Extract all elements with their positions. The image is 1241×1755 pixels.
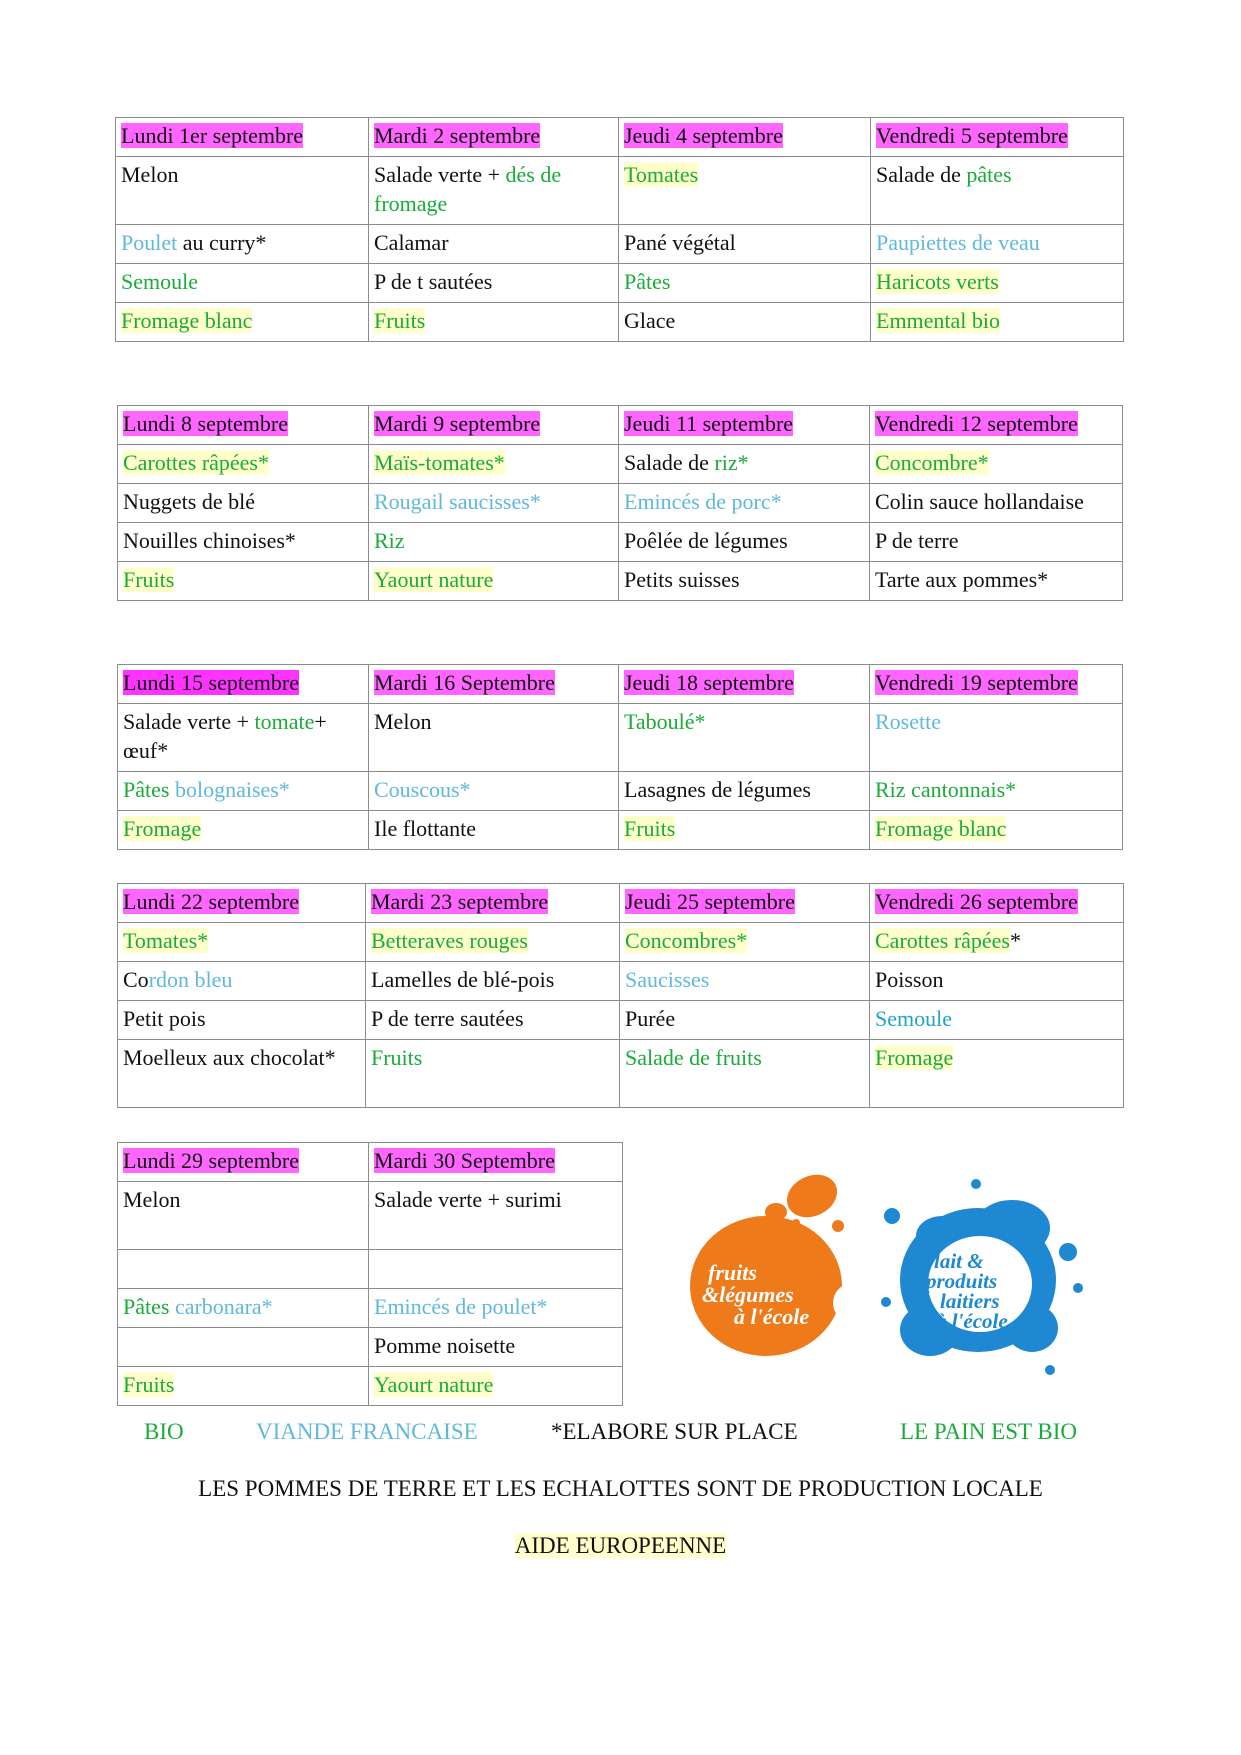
- day-header: [118, 665, 369, 704]
- menu-cell: [118, 1367, 369, 1406]
- dish-text: Maïs-tomates*: [374, 450, 505, 475]
- dish-text: Pané végétal: [624, 230, 736, 255]
- dish-text: Semoule: [121, 269, 198, 294]
- week-table: [117, 664, 1123, 850]
- legend-viande-francaise: VIANDE FRANCAISE: [256, 1419, 478, 1444]
- fruits-logo-line3: à l'école: [734, 1304, 810, 1329]
- fruits-logo-line2: &légumes: [702, 1282, 794, 1307]
- day-header: [369, 1143, 623, 1182]
- dish-text: Pâtes: [624, 269, 671, 294]
- dish-text: *: [1010, 928, 1021, 953]
- menu-cell: [620, 962, 870, 1001]
- dish-text: Carottes râpées*: [123, 450, 269, 475]
- menu-cell: [871, 264, 1124, 303]
- menu-row: [116, 303, 1124, 342]
- day-label: Lundi 15 septembre: [123, 670, 299, 695]
- menu-row: [118, 704, 1123, 772]
- dish-text: Concombres*: [625, 928, 748, 953]
- dish-text: Fruits: [123, 1372, 175, 1397]
- dish-text: tomate: [254, 709, 315, 734]
- menu-cell: [619, 704, 870, 772]
- dish-text: bolognaises*: [174, 777, 290, 802]
- menu-row: [118, 923, 1124, 962]
- dish-text: au curry*: [177, 230, 267, 255]
- dish-text: Salade de fruits: [625, 1045, 762, 1070]
- menu-cell: [369, 772, 619, 811]
- menu-cell: [870, 704, 1123, 772]
- day-label: Jeudi 18 septembre: [624, 670, 794, 695]
- day-header: [619, 665, 870, 704]
- day-header: [369, 118, 619, 157]
- dish-text: Semoule: [875, 1006, 952, 1031]
- day-header-row: [118, 1143, 623, 1182]
- menu-cell: [118, 962, 366, 1001]
- day-header-row: [118, 406, 1123, 445]
- dish-text: Salade verte +: [123, 709, 255, 734]
- production-locale-note: LES POMMES DE TERRE ET LES ECHALOTTES SONT DE PRODUCTION LOCALE: [198, 1476, 1043, 1501]
- day-label: Vendredi 12 septembre: [875, 411, 1078, 436]
- dish-text: pâtes: [966, 162, 1012, 187]
- day-label: Jeudi 4 septembre: [624, 123, 783, 148]
- menu-cell: [369, 1182, 623, 1250]
- menu-cell: [116, 157, 369, 225]
- lait-logo-line4: à l'école: [936, 1309, 1008, 1333]
- menu-cell: [369, 1328, 623, 1367]
- week-table: [117, 1142, 623, 1406]
- dish-text: Petit pois: [123, 1006, 206, 1031]
- dish-text: Fromage: [123, 816, 202, 841]
- legend-elabore-sur-place: *ELABORE SUR PLACE: [551, 1419, 798, 1444]
- menu-cell: [366, 962, 620, 1001]
- dish-text: Pomme noisette: [374, 1333, 516, 1358]
- lait-logo-line3: laitiers: [940, 1289, 1000, 1313]
- dish-text: Nouilles chinoises*: [123, 528, 296, 553]
- menu-cell: [116, 225, 369, 264]
- menu-cell: [619, 811, 870, 850]
- menu-cell: [118, 811, 369, 850]
- dish-text: Moelleux aux chocolat*: [123, 1045, 336, 1070]
- menu-cell: [118, 1182, 369, 1250]
- menu-row: [118, 1182, 623, 1250]
- menu-cell: [118, 445, 369, 484]
- day-header: [871, 118, 1124, 157]
- menu-cell: [369, 1289, 623, 1328]
- dish-text: Carottes râpées: [875, 928, 1010, 953]
- menu-cell: [116, 264, 369, 303]
- menu-row: [118, 1328, 623, 1367]
- menu-cell: [619, 562, 870, 601]
- day-label: Lundi 8 septembre: [123, 411, 288, 436]
- dish-text: Salade de: [624, 450, 715, 475]
- day-header: [619, 406, 870, 445]
- day-label: Vendredi 5 septembre: [876, 123, 1068, 148]
- menu-cell: [369, 303, 619, 342]
- day-label: Vendredi 26 septembre: [875, 889, 1078, 914]
- dish-text: riz*: [714, 450, 749, 475]
- dish-text: Betteraves rouges: [371, 928, 528, 953]
- dish-text: Haricots verts: [876, 269, 999, 294]
- menu-row: [118, 484, 1123, 523]
- dish-text: Glace: [624, 308, 676, 333]
- menu-cell: [369, 264, 619, 303]
- dish-text: Melon: [121, 162, 179, 187]
- menu-cell: [366, 1001, 620, 1040]
- aide-europeenne-note: [0, 1533, 1241, 1559]
- menu-cell: [369, 484, 619, 523]
- week-table: [117, 405, 1123, 601]
- dish-text: Paupiettes de veau: [876, 230, 1040, 255]
- day-header: [369, 406, 619, 445]
- day-label: Mardi 16 Septembre: [374, 670, 555, 695]
- fruits-logo-line1: fruits: [708, 1260, 757, 1285]
- day-header: [366, 884, 620, 923]
- dish-text: P de terre: [875, 528, 959, 553]
- day-header: [870, 884, 1124, 923]
- day-header-row: [116, 118, 1124, 157]
- dish-text: + œuf*: [123, 709, 327, 763]
- menu-row: [118, 1001, 1124, 1040]
- menu-cell: [366, 1040, 620, 1108]
- dish-text: Concombre*: [875, 450, 989, 475]
- day-label: Lundi 29 septembre: [123, 1148, 299, 1173]
- menu-cell: [369, 704, 619, 772]
- day-label: Mardi 2 septembre: [374, 123, 541, 148]
- menu-cell: [619, 225, 871, 264]
- legend-bio: BIO: [144, 1419, 184, 1444]
- menu-cell: [118, 1289, 369, 1328]
- dish-text: Petits suisses: [624, 567, 740, 592]
- dish-text: Melon: [123, 1187, 181, 1212]
- menu-cell: [620, 1040, 870, 1108]
- menu-row: [118, 445, 1123, 484]
- dish-text: Calamar: [374, 230, 449, 255]
- day-label: Jeudi 25 septembre: [625, 889, 795, 914]
- lait-logo-line1: lait &: [934, 1249, 984, 1273]
- menu-cell: [870, 1040, 1124, 1108]
- fruits-legumes-logo: [688, 1168, 858, 1358]
- dish-text: Purée: [625, 1006, 676, 1031]
- day-header-row: [118, 665, 1123, 704]
- menu-cell: [118, 484, 369, 523]
- day-header: [870, 665, 1123, 704]
- menu-cell: [620, 1001, 870, 1040]
- dish-text: Emmental bio: [876, 308, 1001, 333]
- dish-text: Tomates*: [123, 928, 209, 953]
- dish-text: Poisson: [875, 967, 944, 992]
- menu-cell: [369, 157, 619, 225]
- dish-text: Nuggets de blé: [123, 489, 255, 514]
- menu-cell: [369, 562, 619, 601]
- menu-row: [118, 1289, 623, 1328]
- menu-cell: [619, 157, 871, 225]
- dish-text: Salade verte +: [374, 162, 506, 187]
- menu-cell: [118, 562, 369, 601]
- dish-text: Fruits: [624, 816, 676, 841]
- menu-cell: [118, 523, 369, 562]
- menu-cell: [369, 811, 619, 850]
- dish-text: dés de fromage: [374, 162, 562, 216]
- dish-text: Fruits: [371, 1045, 423, 1070]
- day-header: [118, 1143, 369, 1182]
- day-header: [118, 884, 366, 923]
- menu-cell: [870, 923, 1124, 962]
- menu-cell: [369, 1250, 623, 1289]
- dish-text: Poulet: [121, 230, 178, 255]
- dish-text: Salade de: [876, 162, 967, 187]
- menu-cell: [118, 923, 366, 962]
- aide-europeenne-label: AIDE EUROPEENNE: [514, 1533, 727, 1558]
- dish-text: Poêlée de légumes: [624, 528, 788, 553]
- menu-cell: [870, 772, 1123, 811]
- day-header: [619, 118, 871, 157]
- menu-cell: [871, 303, 1124, 342]
- dish-text: Colin sauce hollandaise: [875, 489, 1084, 514]
- dish-text: Salade verte + surimi: [374, 1187, 562, 1212]
- menu-cell: [118, 1001, 366, 1040]
- dish-text: Ile flottante: [374, 816, 477, 841]
- dish-text: Yaourt nature: [374, 1372, 494, 1397]
- menu-cell: [870, 484, 1123, 523]
- week-table: [117, 883, 1124, 1108]
- menu-row: [118, 811, 1123, 850]
- dish-text: Fromage: [875, 1045, 954, 1070]
- menu-cell: [870, 1001, 1124, 1040]
- menu-row: [118, 772, 1123, 811]
- menu-cell: [118, 1328, 369, 1367]
- dish-text: Fruits: [123, 567, 175, 592]
- menu-cell: [619, 523, 870, 562]
- day-label: Vendredi 19 septembre: [875, 670, 1078, 695]
- menu-cell: [369, 445, 619, 484]
- day-label: Mardi 23 septembre: [371, 889, 549, 914]
- menu-cell: [118, 772, 369, 811]
- milk-splash-icon: [872, 1170, 1090, 1388]
- menu-cell: [619, 484, 870, 523]
- menu-cell: [118, 1250, 369, 1289]
- dish-text: Lasagnes de légumes: [624, 777, 811, 802]
- legend-pain-bio: LE PAIN EST BIO: [900, 1419, 1077, 1444]
- menu-cell: [619, 445, 870, 484]
- menu-cell: [369, 523, 619, 562]
- dish-text: Rosette: [875, 709, 941, 734]
- week-table: [115, 117, 1124, 342]
- day-header: [118, 406, 369, 445]
- menu-cell: [369, 225, 619, 264]
- menu-cell: [366, 923, 620, 962]
- day-label: Lundi 22 septembre: [123, 889, 299, 914]
- menu-row: [118, 1040, 1124, 1108]
- dish-text: Fromage blanc: [121, 308, 253, 333]
- dish-text: Melon: [374, 709, 432, 734]
- menu-cell: [619, 303, 871, 342]
- menu-row: [118, 523, 1123, 562]
- menu-cell: [871, 157, 1124, 225]
- menu-cell: [619, 264, 871, 303]
- menu-cell: [118, 704, 369, 772]
- orange-fruit-icon: [688, 1168, 858, 1358]
- menu-cell: [116, 303, 369, 342]
- day-header: [620, 884, 870, 923]
- dish-text: Yaourt nature: [374, 567, 494, 592]
- dish-text: Tarte aux pommes*: [875, 567, 1049, 592]
- day-label: Mardi 9 septembre: [374, 411, 541, 436]
- dish-text: Co: [123, 967, 149, 992]
- dish-text: P de t sautées: [374, 269, 493, 294]
- menu-cell: [870, 811, 1123, 850]
- dish-text: Rougail saucisses*: [374, 489, 541, 514]
- menu-cell: [870, 562, 1123, 601]
- dish-text: Riz: [374, 528, 405, 553]
- day-label: Lundi 1er septembre: [121, 123, 304, 148]
- day-header-row: [118, 884, 1124, 923]
- day-label: Mardi 30 Septembre: [374, 1148, 555, 1173]
- menu-cell: [871, 225, 1124, 264]
- menu-row: [116, 264, 1124, 303]
- menu-row: [116, 157, 1124, 225]
- menu-cell: [870, 445, 1123, 484]
- menu-row: [116, 225, 1124, 264]
- dish-text: Lamelles de blé-pois: [371, 967, 555, 992]
- lait-logo-line2: produits: [926, 1269, 998, 1293]
- menu-cell: [619, 772, 870, 811]
- menu-cell: [369, 1367, 623, 1406]
- dish-text: Pâtes: [123, 1294, 175, 1319]
- menu-cell: [620, 923, 870, 962]
- day-header: [369, 665, 619, 704]
- dish-text: carbonara*: [174, 1294, 273, 1319]
- dish-text: Couscous*: [374, 777, 471, 802]
- menu-row: [118, 1367, 623, 1406]
- menu-row: [118, 962, 1124, 1001]
- dish-text: Emincés de porc*: [624, 489, 782, 514]
- dish-text: Emincés de poulet*: [374, 1294, 548, 1319]
- dish-text: P de terre sautées: [371, 1006, 524, 1031]
- dish-text: Saucisses: [625, 967, 710, 992]
- dish-text: Tomates: [624, 162, 699, 187]
- dish-text: Taboulé*: [624, 709, 706, 734]
- menu-cell: [870, 523, 1123, 562]
- dish-text: Riz cantonnais*: [875, 777, 1017, 802]
- menu-cell: [118, 1040, 366, 1108]
- dish-text: rdon bleu: [148, 967, 233, 992]
- day-label: Jeudi 11 septembre: [624, 411, 794, 436]
- dish-text: Pâtes: [123, 777, 175, 802]
- day-header: [870, 406, 1123, 445]
- menu-cell: [870, 962, 1124, 1001]
- day-header: [116, 118, 369, 157]
- menu-row: [118, 562, 1123, 601]
- lait-produits-laitiers-logo: [872, 1170, 1090, 1388]
- dish-text: Fruits: [374, 308, 426, 333]
- menu-row: [118, 1250, 623, 1289]
- dish-text: Fromage blanc: [875, 816, 1007, 841]
